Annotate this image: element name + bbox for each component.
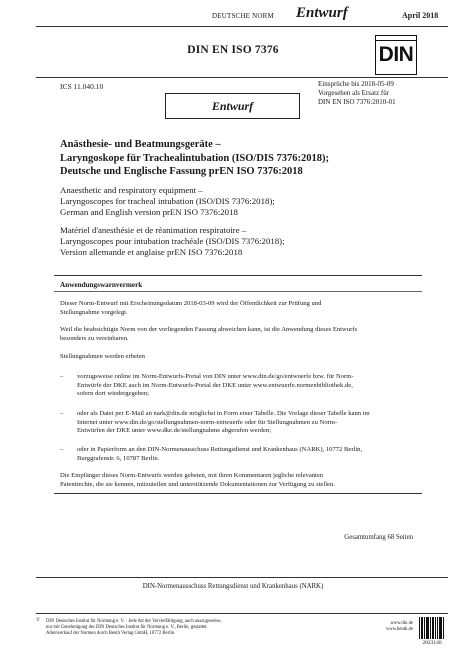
footer-urls <box>320 621 413 633</box>
warning-top-rule <box>54 275 422 276</box>
comments-intro: Stellungnahmen werden erbeten <box>60 353 145 360</box>
warning-heading-rule <box>54 291 422 292</box>
replacement-line-2: DIN EN ISO 7376:2010-01 <box>318 98 396 106</box>
barcode-icon <box>419 617 445 639</box>
copyright-icon: © <box>36 618 40 623</box>
issue-date: April 2018 <box>402 11 439 20</box>
copyright-notice: DIN Deutsches Institut für Normung e. V. · Jede Art der Vervielfältigung, auch auszugsweise, nur mit Genehmigung des DIN Deutsches Institut für Normung e. V., Berlin, gestattet. Alleinverkauf der Normen durch Beuth Verlag GmbH, 10772 Berlin <box>46 619 222 636</box>
title-german-line: Deutsche und Englische Fassung prEN ISO 7376:2018 <box>60 166 303 177</box>
title-english-line: German and English version prEN ISO 7376:2018 <box>60 207 238 217</box>
bullet-dash: – <box>60 373 64 380</box>
ics-code: ICS 11.040.10 <box>60 82 104 91</box>
committee-rule <box>36 577 448 578</box>
replacement-line-1: Vorgesehen als Ersatz für <box>318 89 390 97</box>
warning-bottom-rule <box>54 493 422 494</box>
title-english-line: Laryngoscopes for tracheal intubation (ISO/DIS 7376:2018); <box>60 196 275 206</box>
title-german <box>60 138 420 179</box>
bullet-dash: – <box>60 446 64 453</box>
committee-name: DIN-Normenausschuss Rettungsdienst und Krankenhaus (NARK) <box>142 583 324 590</box>
warning-heading: Anwendungswarnvermerk <box>60 281 143 289</box>
title-french-line: Version allemande et anglaise prEN ISO 7376:2018 <box>60 247 243 257</box>
title-french <box>60 225 420 258</box>
header-rule <box>36 26 448 27</box>
title-english-line: Anaesthetic and respiratory equipment – <box>60 185 203 195</box>
warning-paragraph-1: Dieser Norm-Entwurf mit Erscheinungsdatum 2018-03-09 wird der Öffentlichkeit zur Prüfung und Stellungnahme vorgelegt. <box>60 300 322 316</box>
footer-rule <box>36 613 448 614</box>
beuth-url: www.beuth.de <box>385 626 413 632</box>
bullet-dash: – <box>60 410 64 417</box>
draft-box: Entwurf <box>165 93 300 119</box>
din-logo-text: DIN <box>378 43 414 66</box>
patent-notice: Die Empfänger dieses Norm-Entwurfs werden gebeten, mit ihren Kommentaren jegliche relevanten Patentrechte, die sie kennen, mitzuteilen und unterstützende Dokumentationen zur Verfügung zu stellen. <box>60 472 335 488</box>
title-german-line: Laryngoskope für Trachealintubation (ISO/DIS 7376:2018); <box>60 152 329 164</box>
warning-paragraph-2: Weil die beabsichtigte Norm von der vorliegenden Fassung abweichen kann, ist die Anwendung dieses Entwurfs besonders zu vereinbaren. <box>60 326 358 342</box>
objection-notice <box>318 80 396 107</box>
din-url: www.din.de <box>390 621 413 626</box>
title-french-line: Laryngoscopes pour intubation trachéale (ISO/DIS 7376:2018); <box>60 236 285 246</box>
draft-mark: Entwurf <box>296 5 348 21</box>
total-pages: Gesamtumfang 68 Seiten <box>344 534 413 541</box>
title-german-line: Anästhesie- und Beatmungsgeräte – <box>60 139 221 150</box>
title-english <box>60 185 420 218</box>
publisher-label: DEUTSCHE NORM <box>212 12 274 20</box>
din-logo <box>375 35 417 75</box>
standard-number: DIN EN ISO 7376 <box>187 44 279 56</box>
objection-deadline: Einsprüche bis 2018-05-09 <box>318 80 394 88</box>
title-french-line: Matériel d'anesthésie et de réanimation respiratoire – <box>60 225 247 235</box>
title-block-rule <box>36 77 448 78</box>
document-number: 2823140 <box>422 640 442 646</box>
